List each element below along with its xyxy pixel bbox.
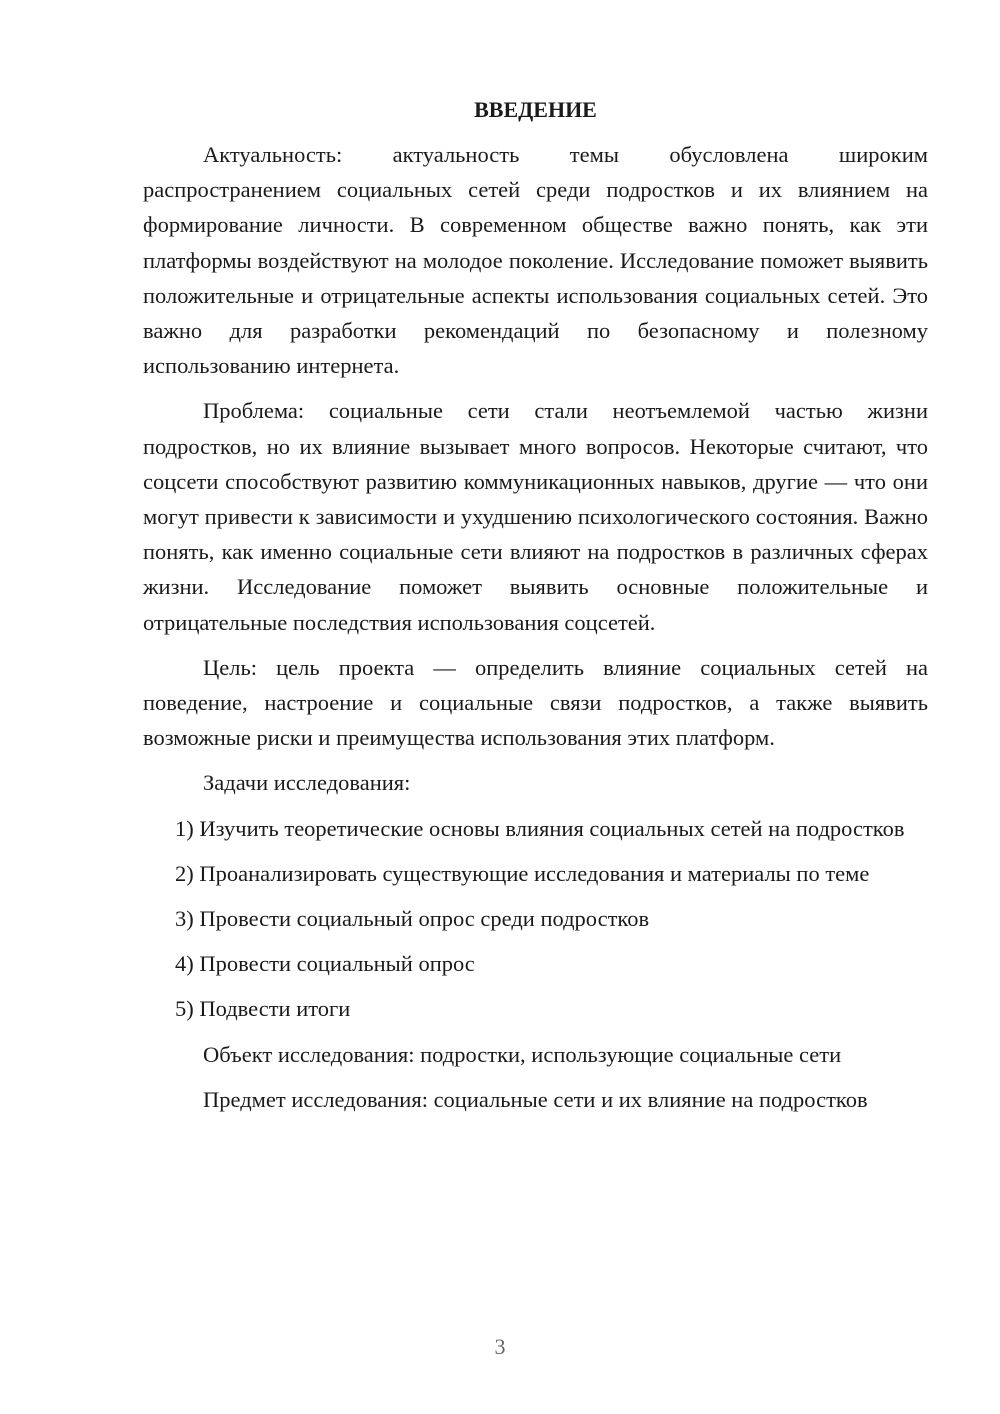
task-item-3: 3) Провести социальный опрос среди подростков xyxy=(175,906,650,932)
task-item-2: 2) Проанализировать существующие исследования и материалы по теме xyxy=(175,860,870,886)
page-title: ВВЕДЕНИЕ xyxy=(474,97,597,122)
paragraph-object: Объект исследования: подростки, использующие социальные сети xyxy=(203,1041,842,1067)
paragraph-goal: Цель: цель проекта — определить влияние социальных сетей на поведение, настроение и социальные связи подростков, а также выявить возможные риски и преимущества использования этих платформ. xyxy=(143,654,928,751)
task-item-5: 5) Подвести итоги xyxy=(175,996,351,1022)
paragraph-tasks-title: Задачи исследования: xyxy=(203,770,411,796)
task-item-4: 4) Провести социальный опрос xyxy=(175,951,475,977)
paragraph-relevance: Актуальность: актуальность темы обусловлена широким распространением социальных сетей среди подростков и их влиянием на формирование личности. В современном обществе важно понять, как эти платформы воздействуют на молодое поколение. Исследование поможет выявить положительные и отрицательные аспекты использования социальных сетей. Это важно для разработки рекомендаций по безопасному и полезному использованию интернета. xyxy=(143,142,928,379)
document-body xyxy=(143,95,928,1127)
page-number: 3 xyxy=(494,1334,506,1359)
task-item-1: 1) Изучить теоретические основы влияния социальных сетей на подростков xyxy=(175,815,905,841)
paragraph-problem: Проблема: социальные сети стали неотъемлемой частью жизни подростков, но их влияние вызывает много вопросов. Некоторые считают, что соцсети способствуют развитию коммуникационных навыков, другие — что они могут привести к зависимости и ухудшению психологического состояния. Важно понять, как именно социальные сети влияют на подростков в различных сферах жизни. Исследование поможет выявить основные положительные и отрицательные последствия использования соцсетей. xyxy=(143,398,928,635)
paragraph-subject: Предмет исследования: социальные сети и их влияние на подростков xyxy=(203,1086,868,1112)
